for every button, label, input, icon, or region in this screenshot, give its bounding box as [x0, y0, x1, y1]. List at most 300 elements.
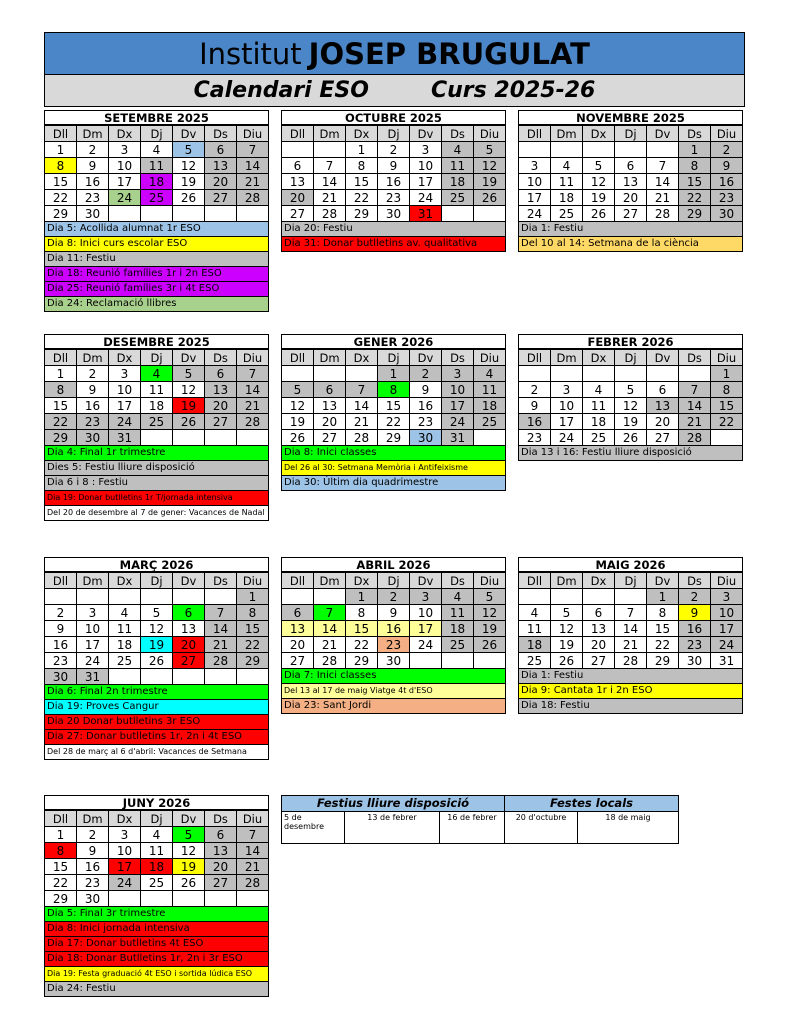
day-cell: 5	[173, 827, 205, 843]
day-cell: 22	[679, 190, 711, 206]
day-cell: 16	[711, 174, 743, 190]
day-cell: 29	[378, 430, 410, 446]
day-cell: 2	[711, 142, 743, 158]
day-cell	[551, 142, 583, 158]
day-cell: 2	[679, 589, 711, 605]
weekday-header: Dm	[77, 126, 109, 142]
day-cell: 28	[237, 414, 269, 430]
day-cell: 22	[378, 414, 410, 430]
day-cell: 23	[77, 190, 109, 206]
day-cell: 9	[378, 605, 410, 621]
day-cell	[583, 142, 615, 158]
festiu-lliure-3: 16 de febrer	[440, 812, 505, 844]
day-cell: 13	[583, 621, 615, 637]
day-cell: 7	[679, 382, 711, 398]
festa-local-2: 18 de maig	[578, 812, 679, 844]
month-calendar	[44, 334, 269, 521]
day-cell	[711, 430, 743, 446]
calendar-note: Dia 4: Final 1r trimestre	[44, 446, 269, 461]
day-cell: 10	[519, 174, 551, 190]
day-cell: 5	[173, 366, 205, 382]
day-cell: 18	[141, 174, 173, 190]
day-cell: 23	[519, 430, 551, 446]
day-cell: 2	[378, 142, 410, 158]
weekday-header: Dx	[109, 350, 141, 366]
day-cell: 28	[647, 206, 679, 222]
weekday-header: Dx	[109, 811, 141, 827]
calendar-note: Dia 30: Últim dia quadrimestre	[281, 476, 506, 491]
calendar-note: Dia 5: Acollida alumnat 1r ESO	[44, 222, 269, 237]
weekday-header: Dm	[551, 350, 583, 366]
day-cell: 14	[237, 158, 269, 174]
day-cell: 11	[442, 605, 474, 621]
weekday-header: Diu	[711, 350, 743, 366]
day-cell: 1	[237, 589, 269, 605]
month-calendar	[281, 334, 506, 491]
day-cell: 16	[45, 637, 77, 653]
day-cell: 13	[173, 621, 205, 637]
day-cell: 9	[378, 158, 410, 174]
day-cell: 14	[205, 621, 237, 637]
day-cell: 30	[410, 430, 442, 446]
day-cell	[679, 366, 711, 382]
day-cell: 19	[173, 859, 205, 875]
day-cell: 26	[615, 430, 647, 446]
day-cell	[109, 891, 141, 907]
day-cell: 25	[474, 414, 506, 430]
day-cell: 29	[679, 206, 711, 222]
day-cell: 12	[173, 382, 205, 398]
day-cell	[474, 206, 506, 222]
day-cell: 13	[205, 843, 237, 859]
day-cell: 18	[442, 174, 474, 190]
day-cell: 24	[109, 190, 141, 206]
calendar-note: Dia 8: Inici jornada intensiva	[44, 922, 269, 937]
day-cell: 17	[109, 859, 141, 875]
calendar-note: Dia 7: Inici classes	[281, 669, 506, 684]
day-cell: 29	[647, 653, 679, 669]
weekday-header: Dm	[551, 573, 583, 589]
weekday-header: Dx	[583, 350, 615, 366]
day-cell: 12	[282, 398, 314, 414]
day-cell: 26	[474, 637, 506, 653]
calendar-note: Dies 5: Festiu lliure disposició	[44, 461, 269, 476]
calendar-header	[44, 32, 745, 107]
day-cell	[519, 366, 551, 382]
day-cell: 17	[77, 637, 109, 653]
weekday-header: Ds	[205, 573, 237, 589]
day-cell: 25	[442, 190, 474, 206]
month-title: JUNY 2026	[44, 795, 269, 810]
day-cell: 25	[141, 875, 173, 891]
weekday-header: Dv	[173, 573, 205, 589]
day-cell: 13	[647, 398, 679, 414]
day-cell: 12	[141, 621, 173, 637]
day-cell: 17	[711, 621, 743, 637]
day-cell	[237, 206, 269, 222]
day-cell: 6	[314, 382, 346, 398]
subtitle-left: Calendari ESO	[193, 78, 369, 103]
calendar-note: Dia 6 i 8 : Festiu	[44, 476, 269, 491]
day-cell: 24	[109, 414, 141, 430]
day-cell: 20	[583, 637, 615, 653]
weekday-header: Dx	[109, 573, 141, 589]
day-cell	[109, 669, 141, 685]
day-cell	[474, 653, 506, 669]
day-cell: 15	[237, 621, 269, 637]
weekday-header: Dj	[141, 573, 173, 589]
calendar-note: Dia 18: Festiu	[518, 699, 743, 714]
month-grid	[281, 572, 506, 669]
day-cell: 20	[205, 398, 237, 414]
weekday-header: Dj	[378, 126, 410, 142]
day-cell: 26	[141, 653, 173, 669]
day-cell: 29	[237, 653, 269, 669]
day-cell: 10	[410, 158, 442, 174]
month-calendar	[44, 557, 269, 760]
weekday-header: Ds	[442, 350, 474, 366]
weekday-header: Dll	[45, 350, 77, 366]
day-cell	[45, 589, 77, 605]
weekday-header: Ds	[205, 126, 237, 142]
day-cell: 4	[442, 142, 474, 158]
day-cell	[314, 589, 346, 605]
day-cell	[314, 142, 346, 158]
day-cell	[205, 589, 237, 605]
day-cell: 24	[551, 430, 583, 446]
day-cell	[109, 589, 141, 605]
day-cell: 13	[314, 398, 346, 414]
day-cell: 27	[647, 430, 679, 446]
day-cell: 3	[109, 827, 141, 843]
day-cell: 25	[519, 653, 551, 669]
day-cell: 4	[551, 158, 583, 174]
day-cell: 11	[474, 382, 506, 398]
day-cell: 2	[378, 589, 410, 605]
calendar-note: Del 20 de desembre al 7 de gener: Vacances de Nadal	[44, 506, 269, 521]
weekday-header: Dx	[583, 126, 615, 142]
weekday-header: Ds	[205, 811, 237, 827]
calendar-note: Dia 8: Inici classes	[281, 446, 506, 461]
day-cell: 22	[45, 875, 77, 891]
day-cell: 1	[711, 366, 743, 382]
day-cell: 17	[410, 621, 442, 637]
day-cell: 26	[583, 206, 615, 222]
day-cell: 3	[519, 158, 551, 174]
day-cell: 6	[282, 158, 314, 174]
school-title	[44, 32, 745, 75]
month-calendar	[44, 795, 269, 997]
day-cell: 3	[109, 142, 141, 158]
day-cell: 23	[77, 414, 109, 430]
day-cell: 28	[237, 875, 269, 891]
day-cell: 7	[237, 366, 269, 382]
weekday-header: Dj	[378, 573, 410, 589]
day-cell: 9	[45, 621, 77, 637]
calendar-note: Del 13 al 17 de maig Viatge 4t d'ESO	[281, 684, 506, 699]
weekday-header: Dj	[378, 350, 410, 366]
festa-local-1: 20 d'octubre	[505, 812, 578, 844]
day-cell: 23	[711, 190, 743, 206]
day-cell	[647, 366, 679, 382]
day-cell	[410, 653, 442, 669]
day-cell: 2	[77, 366, 109, 382]
day-cell: 14	[679, 398, 711, 414]
day-cell: 19	[141, 637, 173, 653]
day-cell	[141, 206, 173, 222]
day-cell: 20	[173, 637, 205, 653]
day-cell: 8	[679, 158, 711, 174]
day-cell: 30	[77, 430, 109, 446]
day-cell: 6	[173, 605, 205, 621]
weekday-header: Diu	[711, 126, 743, 142]
weekday-header: Dv	[410, 573, 442, 589]
day-cell: 1	[45, 366, 77, 382]
day-cell: 31	[711, 653, 743, 669]
weekday-header: Ds	[679, 350, 711, 366]
weekday-header: Dm	[314, 350, 346, 366]
day-cell: 27	[314, 430, 346, 446]
day-cell: 5	[551, 605, 583, 621]
weekday-header: Dv	[647, 573, 679, 589]
day-cell: 4	[109, 605, 141, 621]
day-cell: 4	[474, 366, 506, 382]
day-cell: 21	[346, 414, 378, 430]
day-cell: 20	[282, 190, 314, 206]
calendar-note: Dia 9: Cantata 1r i 2n ESO	[518, 684, 743, 699]
weekday-header: Dm	[314, 573, 346, 589]
day-cell: 21	[314, 190, 346, 206]
day-cell: 15	[346, 174, 378, 190]
day-cell: 19	[583, 190, 615, 206]
weekday-header: Diu	[237, 350, 269, 366]
calendar-note: Dia 17: Donar butlletins 4t ESO	[44, 937, 269, 952]
calendar-note: Del 26 al 30: Setmana Memòria i Antifeixisme	[281, 461, 506, 476]
day-cell: 29	[45, 206, 77, 222]
day-cell: 27	[282, 653, 314, 669]
calendar-note: Dia 1: Festiu	[518, 669, 743, 684]
day-cell: 25	[583, 430, 615, 446]
weekday-header: Dm	[551, 126, 583, 142]
day-cell: 20	[205, 174, 237, 190]
day-cell: 17	[410, 174, 442, 190]
day-cell: 4	[141, 142, 173, 158]
day-cell	[237, 430, 269, 446]
weekday-header: Dv	[173, 350, 205, 366]
calendar-note: Dia 19: Proves Cangur	[44, 700, 269, 715]
day-cell: 4	[583, 382, 615, 398]
day-cell: 17	[109, 174, 141, 190]
day-cell: 18	[141, 859, 173, 875]
day-cell: 2	[519, 382, 551, 398]
day-cell: 13	[282, 174, 314, 190]
day-cell	[173, 206, 205, 222]
day-cell: 12	[551, 621, 583, 637]
weekday-header: Dj	[141, 126, 173, 142]
day-cell: 13	[615, 174, 647, 190]
day-cell: 16	[77, 859, 109, 875]
day-cell	[141, 430, 173, 446]
day-cell: 6	[205, 142, 237, 158]
day-cell: 22	[45, 190, 77, 206]
day-cell	[141, 589, 173, 605]
day-cell: 24	[109, 875, 141, 891]
month-grid	[44, 572, 269, 685]
day-cell: 25	[141, 414, 173, 430]
day-cell: 27	[173, 653, 205, 669]
month-grid	[44, 810, 269, 907]
day-cell: 8	[378, 382, 410, 398]
calendar-note: Dia 19: Donar butlletins 1r T/jornada intensiva	[44, 491, 269, 506]
weekday-header: Dv	[173, 126, 205, 142]
day-cell: 10	[442, 382, 474, 398]
day-cell: 7	[615, 605, 647, 621]
day-cell: 20	[282, 637, 314, 653]
day-cell: 20	[615, 190, 647, 206]
calendar-note: Del 10 al 14: Setmana de la ciència	[518, 237, 743, 252]
day-cell: 23	[378, 190, 410, 206]
day-cell: 22	[45, 414, 77, 430]
month-calendar	[518, 557, 743, 714]
weekday-header: Dj	[615, 573, 647, 589]
day-cell: 30	[679, 653, 711, 669]
weekday-header: Dx	[346, 573, 378, 589]
day-cell: 29	[346, 206, 378, 222]
day-cell: 30	[45, 669, 77, 685]
day-cell: 15	[45, 174, 77, 190]
day-cell: 5	[141, 605, 173, 621]
day-cell: 15	[679, 174, 711, 190]
day-cell: 2	[45, 605, 77, 621]
weekday-header: Dj	[615, 126, 647, 142]
calendar-note: Dia 18: Donar Butlletins 1r, 2n i 3r ESO	[44, 952, 269, 967]
weekday-header: Ds	[205, 350, 237, 366]
festes-locals-title: Festes locals	[505, 796, 679, 812]
day-cell: 31	[77, 669, 109, 685]
day-cell: 22	[237, 637, 269, 653]
day-cell: 8	[237, 605, 269, 621]
calendar-note: Dia 27: Donar butlletins 1r, 2n i 4t ESO	[44, 730, 269, 745]
weekday-header: Diu	[711, 573, 743, 589]
day-cell: 11	[519, 621, 551, 637]
day-cell: 7	[237, 142, 269, 158]
month-title: FEBRER 2026	[518, 334, 743, 349]
day-cell: 8	[45, 382, 77, 398]
day-cell: 23	[410, 414, 442, 430]
day-cell: 2	[77, 142, 109, 158]
day-cell: 22	[346, 637, 378, 653]
day-cell: 28	[314, 653, 346, 669]
weekday-header: Diu	[474, 126, 506, 142]
day-cell	[205, 669, 237, 685]
day-cell: 26	[282, 430, 314, 446]
weekday-header: Dll	[45, 573, 77, 589]
day-cell: 12	[583, 174, 615, 190]
day-cell: 21	[205, 637, 237, 653]
day-cell: 18	[442, 621, 474, 637]
day-cell: 2	[77, 827, 109, 843]
day-cell: 11	[442, 158, 474, 174]
day-cell: 8	[45, 158, 77, 174]
month-title: NOVEMBRE 2025	[518, 110, 743, 125]
day-cell: 14	[314, 174, 346, 190]
day-cell: 30	[77, 891, 109, 907]
day-cell: 30	[378, 653, 410, 669]
day-cell	[205, 430, 237, 446]
day-cell: 20	[205, 859, 237, 875]
day-cell	[237, 669, 269, 685]
month-grid	[281, 349, 506, 446]
month-grid	[518, 349, 743, 446]
weekday-header: Dll	[519, 573, 551, 589]
day-cell: 26	[173, 875, 205, 891]
day-cell: 17	[442, 398, 474, 414]
day-cell: 3	[442, 366, 474, 382]
day-cell: 24	[519, 206, 551, 222]
weekday-header: Ds	[679, 573, 711, 589]
weekday-header: Dm	[77, 350, 109, 366]
day-cell: 19	[474, 174, 506, 190]
calendar-note: Dia 6: Final 2n trimestre	[44, 685, 269, 700]
day-cell: 7	[647, 158, 679, 174]
day-cell: 11	[141, 843, 173, 859]
day-cell: 16	[77, 398, 109, 414]
day-cell: 7	[314, 158, 346, 174]
weekday-header: Dll	[519, 350, 551, 366]
day-cell: 18	[141, 398, 173, 414]
day-cell: 11	[583, 398, 615, 414]
day-cell	[141, 891, 173, 907]
calendar-note: Dia 25: Reunió famílies 3r i 4t ESO	[44, 282, 269, 297]
month-calendar	[281, 110, 506, 252]
day-cell: 19	[474, 621, 506, 637]
calendar-note: Dia 11: Festiu	[44, 252, 269, 267]
day-cell: 27	[615, 206, 647, 222]
day-cell	[109, 206, 141, 222]
title-bold: JOSEP BRUGULAT	[308, 36, 590, 71]
day-cell: 14	[237, 843, 269, 859]
day-cell: 8	[346, 158, 378, 174]
weekday-header: Ds	[679, 126, 711, 142]
day-cell: 6	[647, 382, 679, 398]
day-cell: 16	[519, 414, 551, 430]
weekday-header: Diu	[474, 573, 506, 589]
month-grid	[44, 349, 269, 446]
weekday-header: Dm	[314, 126, 346, 142]
title-light: Institut	[199, 36, 302, 71]
month-calendar	[281, 557, 506, 714]
day-cell: 24	[442, 414, 474, 430]
weekday-header: Diu	[237, 573, 269, 589]
subtitle-right: Curs 2025-26	[430, 78, 596, 103]
weekday-header: Dv	[647, 126, 679, 142]
day-cell	[237, 891, 269, 907]
day-cell: 21	[237, 174, 269, 190]
day-cell: 21	[314, 637, 346, 653]
day-cell: 24	[77, 653, 109, 669]
day-cell	[173, 891, 205, 907]
month-title: DESEMBRE 2025	[44, 334, 269, 349]
day-cell: 10	[109, 158, 141, 174]
day-cell: 15	[647, 621, 679, 637]
day-cell: 10	[77, 621, 109, 637]
day-cell: 9	[410, 382, 442, 398]
day-cell: 30	[711, 206, 743, 222]
day-cell: 1	[346, 142, 378, 158]
day-cell	[77, 589, 109, 605]
day-cell: 15	[45, 398, 77, 414]
day-cell: 19	[615, 414, 647, 430]
